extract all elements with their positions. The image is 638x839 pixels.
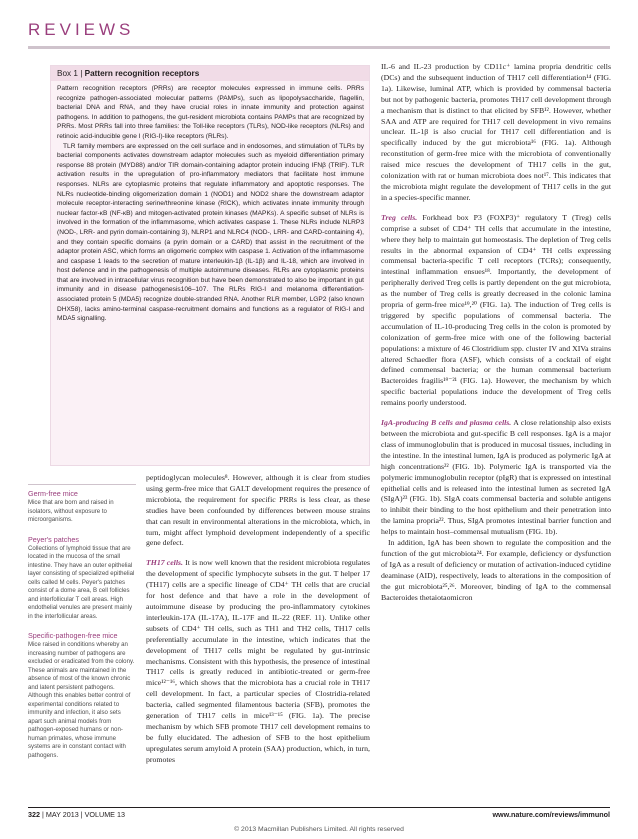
section-heading-treg: Treg cells. bbox=[381, 212, 418, 222]
glossary-definition: Collections of lymphoid tissue that are located in the mucosa of the small intestine. They have an outer epithelial layer consisting of specialized epithelial cells called M cells. Peyer's patches consist of a dome area, B cell follicles and interfollicular T cell areas. High endothelial venules are present mainly in the interfollicular areas. bbox=[28, 544, 135, 620]
glossary-sidebar bbox=[28, 484, 136, 770]
body-paragraph: IL-6 and IL-23 production by CD11c⁺ lamina propria dendritic cells (DCs) and the subsequent induction of TH17 cell differentiation¹⁴ (FIG. 1a). Likewise, luminal ATP, which is provided by commensal bacteria but not by pathogenic bacteria, promotes TH17 cell development through a mechanism that is distinct to that elicited by SFB¹². However, whether SAA and ATP are required for TH17 cell development in vivo remains unclear. IL-1β is also crucial for TH17 cell differentiation and is specifically induced by the gut microbiota¹⁶ (FIG. 1a). Although reconstitution of germ-free mice with the microbiota of conventionally raised mice rescues the development of TH17 cells in the gut, colonization with rat or human microbiota does not¹⁷. This indicates that the microbiota might regulate the development of TH17 cells in the gut in a species-specific manner. bbox=[381, 62, 611, 202]
body-paragraph: peptidoglycan molecules⁸. However, although it is clear from studies using germ-free mice that GALT development requires the presence of microbiota, the requirement for specific PRRs is less clear, as these studies have been confounded by differences between mouse strains that can result in environmental alterations in the microbiota, which, in turn, might affect lymphoid development independently of a specific gene defect. bbox=[146, 473, 370, 548]
box-paragraph: TLR family members are expressed on the cell surface and in endosomes, and stimulation of TLRs by bacterial components activates downstream adaptor molecules such as myeloid differentiation primary response 88 protein (MYD88) and/or TIR domain-containing adaptor protein inducing IFNβ (TRIF). TLR activation results in the upregulation of pro-inflammatory mediators that facilitate host immune responses. NLRs are cytoplasmic proteins that regulate inflammatory and apoptotic responses. The NLRs nucleotide-binding oligomerization domain 1 (NOD1) and NOD2 share the downstream adaptor molecule receptor-interacting serine/threonine kinase (RICK), which activates innate immunity through nuclear factor-κB (NF-κB) and mitogen-activated protein kinases (MAPKs). A specific subset of NLRs is involved in the formation of the inflammasome, which activates caspase 1. These NLRs include NLRP3 (NOD-, LRR- and pyrin domain-containing 3), NLRP1 and NLRC4 (NOD-, LRR- and CARD-containing 4), and they contain specific domains (a pyrin domain or a CARD) that assist in the recruitment of the adaptor protein ASC, which forms an oligomeric complex with caspase 1. Activation of the inflammasome and caspase 1 leads to the secretion of mature interleukin-1β (IL-1β) and IL-18, which are involved in host defence and in the pathogenesis of multiple autoimmune diseases. RLRs are cytoplasmic proteins that are involved in intracellular virus recognition but have been demonstrated to also be important in gut immunity and in disease pathogenesis106–107. The RLRs RIG-I and melanoma differentiation-associated protein 5 (MDA5) recognize double-stranded RNA. Another RLR member, LGP2 (also known DHX58), lacks amino-terminal caspase-recruitment domains and functions as a regulator of RIG-I and MDA5 signalling. bbox=[57, 142, 364, 323]
glossary-term: Specific-pathogen-free mice bbox=[28, 631, 118, 640]
middle-text-column bbox=[146, 473, 370, 801]
glossary-term: Germ-free mice bbox=[28, 489, 78, 498]
glossary-rule bbox=[28, 484, 136, 485]
iga-section bbox=[381, 418, 611, 538]
issue-info: | MAY 2013 | VOLUME 13 bbox=[42, 810, 125, 819]
footer-page-info bbox=[28, 810, 125, 819]
box-pattern-recognition-receptors bbox=[50, 65, 370, 466]
glossary-item bbox=[28, 484, 136, 525]
journal-website: www.nature.com/reviews/immunol bbox=[492, 810, 610, 819]
right-text-column bbox=[381, 62, 611, 800]
section-heading-th17: TH17 cells. bbox=[146, 558, 183, 568]
footer-rule bbox=[28, 807, 610, 808]
treg-section bbox=[381, 213, 611, 409]
box-paragraph: Pattern recognition receptors (PRRs) are receptor molecules expressed in immune cells. PRRs recognize pathogen-associated molecular patterns (PAMPs), such as lipopolysaccharide, flagellin, bacterial DNA and RNA, and they have crucial roles in innate immunity and protection against pathogens. In addition to pathogens, the gut-resident microbiota contains PAMPs that are recognized by PRRs. Most PRRs fall into three families: the Toll-like receptors (TLRs), NOD-like receptors (NLRs) and retinoic acid-inducible gene I (RIG-I)-like receptors (RLRs). bbox=[57, 85, 364, 140]
glossary-definition: Mice that are born and raised in isolators, without exposure to microorganisms. bbox=[28, 499, 114, 523]
header-rule bbox=[28, 46, 610, 49]
body-paragraph: It is now well known that the resident microbiota regulates the development of specific lymphocyte subsets in the gut. T helper 17 (TH17) cells are a specific lineage of CD4⁺ TH cells that are crucial for host defence and that have a role in the development of autoimmune disease by producing the pro-inflammatory cytokines interleukin-17A (IL-17A), IL-17F and IL-22 (REF. 11). Unlike other subsets of CD4⁺ TH cells, such as TH1 and TH2 cells, TH17 cells preferentially accumulate in the intestine, which indicates that the development of TH17 cells might be regulated by gut-intrinsic mechanisms. Consistent with this hypothesis, the presence of intestinal TH17 cells is greatly reduced in antibiotic-treated or germ-free mice¹²⁻¹⁶, which shows that the microbiota has a crucial role in TH17 cell development. In fact, a particular species of Clostridia-related bacteria, called segmented filamentous bacteria (SFB), promotes the generation of TH17 cells in mice¹³⁻¹⁵ (FIG. 1a). The precise mechanism by which SFB promote TH17 cell development remains to be fully elucidated. The adhesion of SFB to the host epithelium upregulates serum amyloid A protein (SAA) production, which, in turn, promotes bbox=[146, 558, 370, 764]
glossary-item bbox=[28, 631, 136, 760]
box-number: Box 1 | bbox=[57, 69, 83, 78]
glossary-item bbox=[28, 535, 136, 622]
page-number: 322 bbox=[28, 810, 40, 819]
copyright-notice: © 2013 Macmillan Publishers Limited. All rights reserved bbox=[234, 826, 404, 833]
box-body bbox=[51, 81, 369, 324]
section-heading-iga: IgA-producing B cells and plasma cells. bbox=[381, 418, 512, 428]
glossary-definition: Mice raised in conditions whereby an increasing number of pathogens are excluded or eradicated from the colony. These animals are maintained in the absence of most of the known chronic and latent persistent pathogens. Although this enables better control of experimental conditions related to immunity and infection, it also sets apart such animal models from pathogen-exposed humans or non-human primates, whose immune systems are in constant contact with pathogens. bbox=[28, 641, 135, 759]
glossary-term: Peyer's patches bbox=[28, 534, 79, 544]
body-paragraph: In addition, IgA has been shown to regulate the composition and the function of the gut microbiota²⁴. For example, deficiency or dysfunction of IgA as a result of deficiency or mutation of activation-induced cytidine deaminase (AID), respectively, leads to alterations in the composition of the gut microbiota²⁵,²⁶. Moreover, binding of IgA to the commensal Bacteroides thetaiotaomicron bbox=[381, 538, 611, 602]
box-title-bar bbox=[51, 66, 369, 81]
th17-section bbox=[146, 558, 370, 765]
body-paragraph: A close relationship also exists between the microbiota and gut-specific B cell responses. IgA is a major class of immunoglobulin that is produced in mucosal tissues, including in the intestine. In the intestinal lumen, IgA is produced as polymeric IgA at high concentrations²² (FIG. 1b). Polymeric IgA is transported via the polymeric immunoglobulin receptor (pIgR) that is expressed on intestinal epithelial cells and is released into the intestinal lumen as secreted IgA (SIgA)²³ (FIG. 1b). SIgA coats commensal bacteria and soluble antigens to inhibit their binding to the host epithelium and their penetration into the lamina propria²². Thus, SIgA promotes intestinal barrier function and helps to maintain host–commensal mutualism (FIG. 1b). bbox=[381, 418, 611, 537]
section-header: REVIEWS bbox=[28, 20, 135, 39]
box-title: Pattern recognition receptors bbox=[84, 69, 200, 78]
body-paragraph: Forkhead box P3 (FOXP3)⁺ regulatory T (Treg) cells comprise a subset of CD4⁺ TH cells that accumulate in the intestine, where they help to maintain gut homeostasis. The depletion of Treg cells results in the abnormal expansion of CD4⁺ TH cells expressing commensal bacteria-specific T cell receptors (TCRs); consequently, intestinal inflammation ensues¹⁸. Importantly, the development of peripherally derived Treg cells is partly dependent on the gut microbiota, as the number of Treg cells is greatly decreased in the colonic lamina propria of germ-free mice¹⁹,²⁰ (FIG. 1a). The induction of Treg cells is triggered by specific populations of commensal bacteria. The accumulation of IL-10-producing Treg cells in the colon is promoted by colonization of germ-free mice with one of the following bacterial populations: a mixture of 46 Clostridium spp. cluster IV and XIVa strains altered Schaedler flora (ASF), which consists of a cocktail of eight defined commensal bacteria; or the human commensal bacterium Bacteroides fragilis¹⁹⁻²¹ (FIG. 1a). However, the mechanism by which specific bacterial populations induce the development of Treg cells remains poorly understood. bbox=[381, 212, 611, 408]
